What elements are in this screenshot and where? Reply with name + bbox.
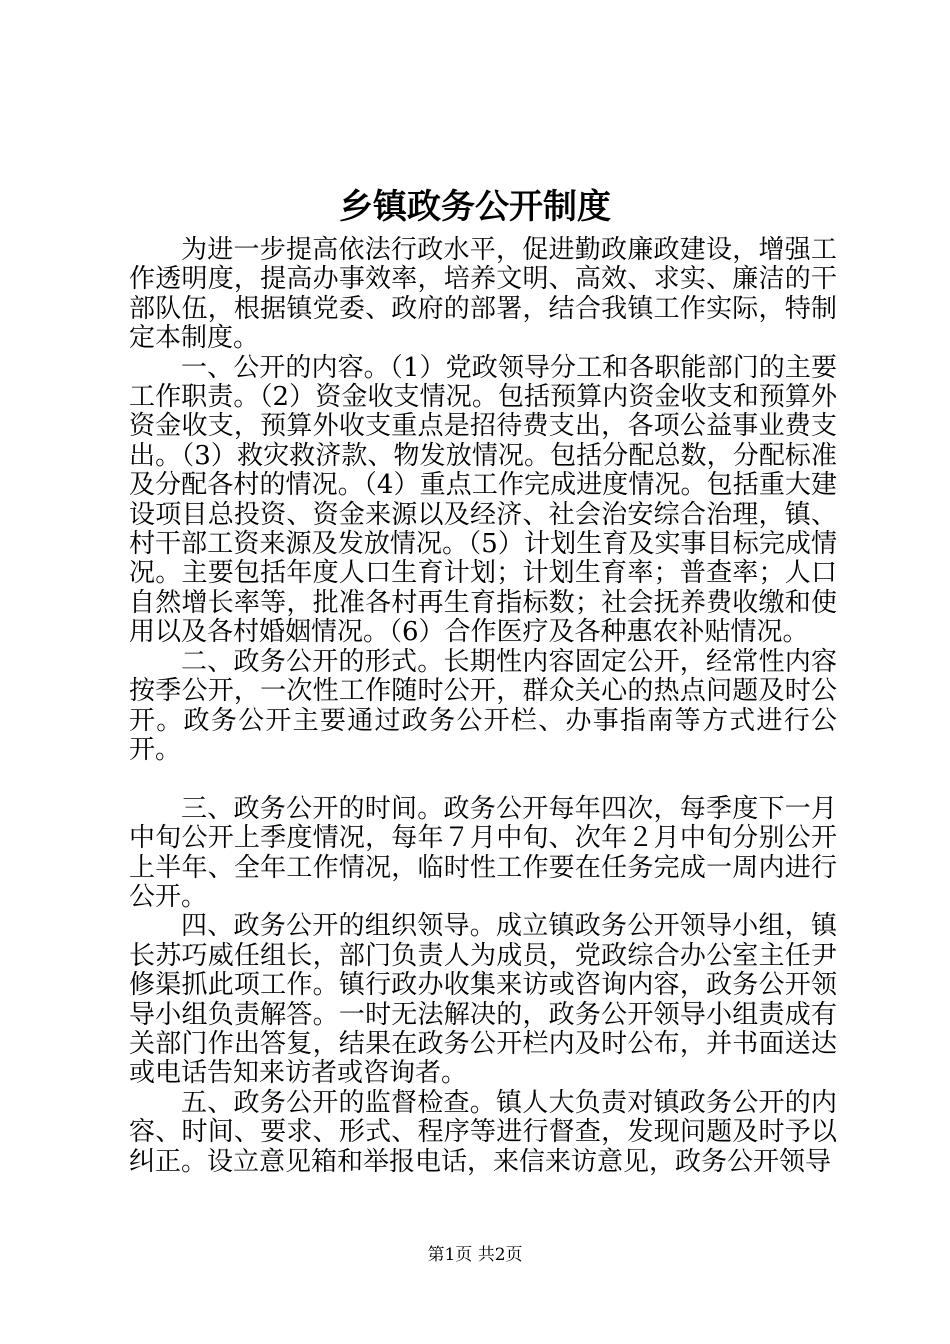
page-footer: 第1页 共2页: [427, 1245, 523, 1265]
document-body: [129, 236, 837, 1177]
paragraph-form: 二、政务公开的形式。长期性内容固定公开，经常性内容按季公开，一次性工作随时公开，群众关心的热点问题及时公开。政务公开主要通过政务公开栏、办事指南等方式进行公开。: [129, 646, 837, 765]
paragraph-supervision: 五、政务公开的监督检查。镇人大负责对镇政务公开的内容、时间、要求、形式、程序等进行督查，发现问题及时予以纠正。设立意见箱和举报电话，来信来访意见，政务公开领导: [129, 1087, 837, 1177]
paragraph-time: 三、政务公开的时间。政务公开每年四次，每季度下一月中旬公开上季度情况，每年７月中旬、次年２月中旬分别公开上半年、全年工作情况，临时性工作要在任务完成一周内进行公开。: [129, 793, 837, 912]
blank-line: [129, 765, 837, 794]
paragraph-organization: 四、政务公开的组织领导。成立镇政务公开领导小组，镇长苏巧威任组长，部门负责人为成员，党政综合办公室主任尹修渠抓此项工作。镇行政办收集来访或咨询内容，政务公开领导小组负责解答。一时无法解决的，政务公开领导小组责成有关部门作出答复，结果在政务公开栏内及时公布，并书面送达或电话告知来访者或咨询者。: [129, 911, 837, 1089]
paragraph-intro: 为进一步提高依法行政水平，促进勤政廉政建设，增强工作透明度，提高办事效率，培养文明、高效、求实、廉洁的干部队伍，根据镇党委、政府的部署，结合我镇工作实际，特制定本制度。: [129, 235, 837, 354]
document-title: 乡镇政务公开制度: [339, 187, 611, 227]
paragraph-content: 一、公开的内容。（1）党政领导分工和各职能部门的主要工作职责。（2）资金收支情况。包括预算内资金收支和预算外资金收支，预算外收支重点是招待费支出，各项公益事业费支出。（3）救灾救济款、物发放情况。包括分配总数，分配标准及分配各村的情况。（4）重点工作完成进度情况。包括重大建设项目总投资、资金来源以及经济、社会治安综合治理，镇、村干部工资来源及发放情况。（5）计划生育及实事目标完成情况。主要包括年度人口生育计划；计划生育率；普查率；人口自然增长率等，批准各村再生育指标数；社会抚养费收缴和使用以及各村婚姻情况。（6）合作医疗及各种惠农补贴情况。: [129, 352, 837, 648]
